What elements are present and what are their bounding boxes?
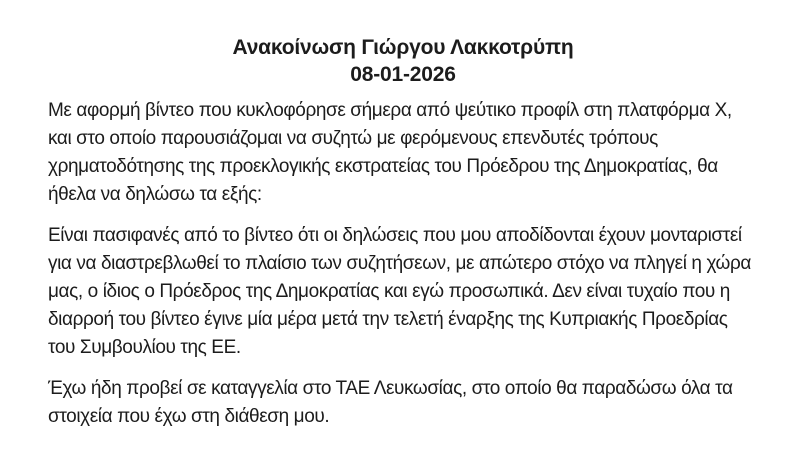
document-title: Ανακοίνωση Γιώργου Λακκοτρύπη [232,36,574,59]
document-date: 08-01-2026 [350,63,456,86]
document-header [48,34,758,88]
paragraph-intro: Με αφορμή βίντεο που κυκλοφόρησε σήμερα από ψεύτικο προφίλ στη πλατφόρμα Χ, και στο οποίο παρουσιάζομαι να συζητώ με φερόμενους επενδυτές τρόπους χρηματοδότησης της προεκλογικής εκστρατείας του Πρόεδρου της Δημοκρατίας, θα ήθελα να δηλώσω τα εξής: [48,100,732,205]
paragraph-statement: Είναι πασιφανές από το βίντεο ότι οι δηλώσεις που μου αποδίδονται έχουν μονταριστεί για να διαστρεβλωθεί το πλαίσιο των συζητήσεων, με απώτερο στόχο να πληγεί η χώρα μας, ο ίδιος ο Πρόεδρος της Δημοκρατίας και εγώ προσωπικά. Δεν είναι τυχαίο που η διαρροή του βίντεο έγινε μία μέρα μετά την τελετή έναρξης της Κυπριακής Προεδρίας του Συμβουλίου της ΕΕ. [48,225,751,358]
paragraph-report: Έχω ήδη προβεί σε καταγγελία στο ΤΑΕ Λευκωσίας, στο οποίο θα παραδώσω όλα τα στοιχεία που έχω στη διάθεση μου. [48,378,733,427]
